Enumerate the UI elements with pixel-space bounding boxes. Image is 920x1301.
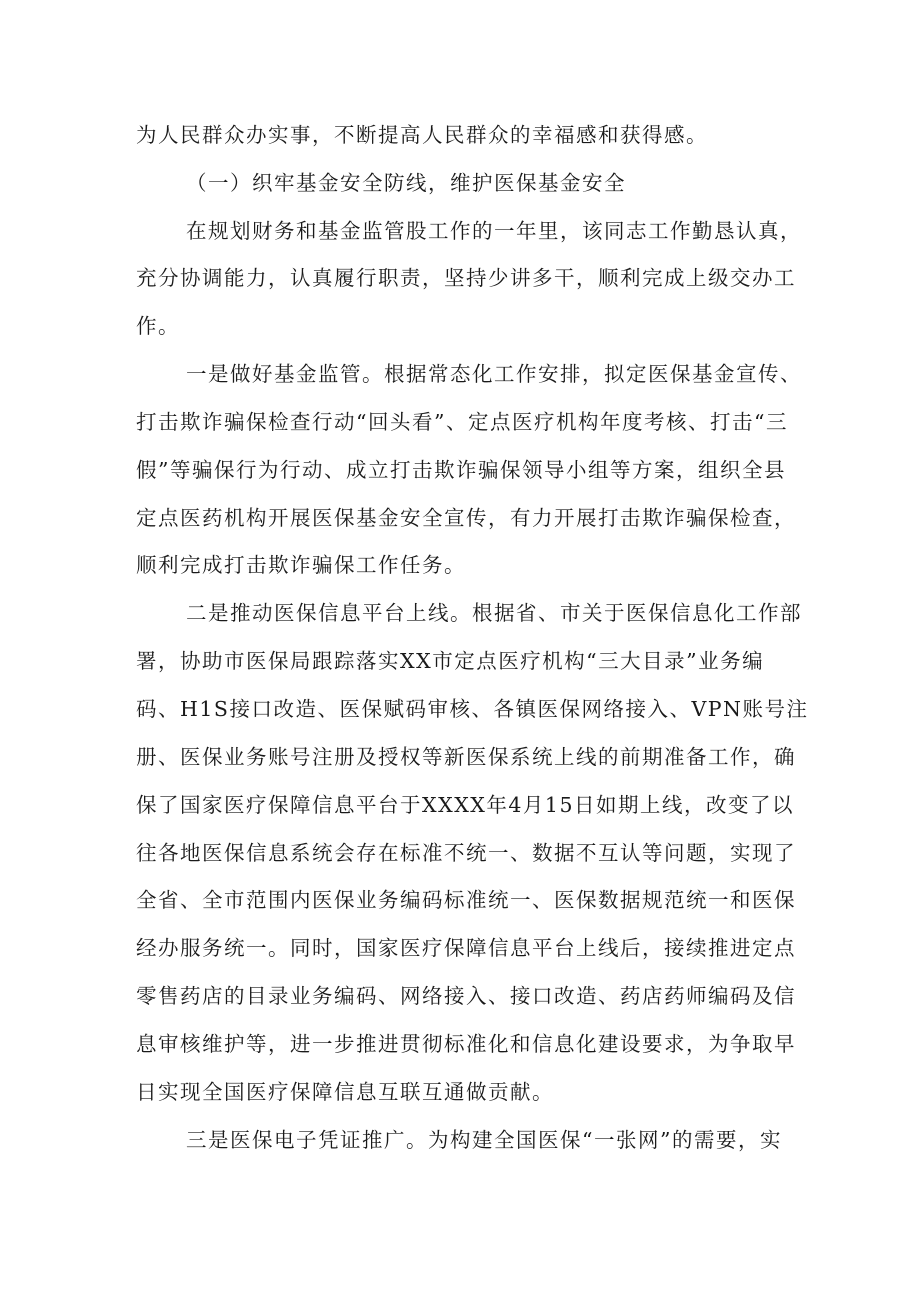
paragraph-line: 顺利完成打击欺诈骗保工作任务。	[136, 553, 466, 577]
paragraph-line: 经办服务统一。同时，国家医疗保障信息平台上线后，接续推进定点	[136, 936, 796, 960]
paragraph-line: 为人民群众办实事，不断提高人民群众的幸福感和获得感。	[136, 123, 708, 147]
paragraph-line: 全省、全市范围内医保业务编码标准统一、医保数据规范统一和医保	[136, 888, 796, 912]
paragraph-line: 二是推动医保信息平台上线。根据省、市关于医保信息化工作部	[186, 601, 802, 625]
paragraph-line: 一是做好基金监管。根据常态化工作安排，拟定医保基金宣传、	[186, 362, 802, 386]
paragraph-line: 息审核维护等，进一步推进贯彻标准化和信息化建设要求，为争取早	[136, 1032, 796, 1056]
paragraph-line: 三是医保电子凭证推广。为构建全国医保“一张网”的需要，实	[186, 1128, 782, 1152]
paragraph-line: 定点医药机构开展医保基金安全宣传，有力开展打击欺诈骗保检查，	[136, 506, 796, 530]
paragraph-line: 日实现全国医疗保障信息互联互通做贡献。	[136, 1080, 554, 1104]
paragraph-line: 保了国家医疗保障信息平台于XXXX年4月15日如期上线，改变了以	[136, 793, 795, 817]
paragraph-line: 零售药店的目录业务编码、网络接入、接口改造、药店药师编码及信	[136, 984, 796, 1008]
paragraph-line: 在规划财务和基金监管股工作的一年里，该同志工作勤恳认真，	[186, 219, 802, 243]
paragraph-line: 作。	[136, 314, 180, 338]
paragraph-line: 署，协助市医保局跟踪落实XX市定点医疗机构“三大目录”业务编	[136, 649, 765, 673]
paragraph-line: 码、H1S接口改造、医保赋码审核、各镇医保网络接入、VPN账号注	[136, 697, 809, 721]
paragraph-line: 打击欺诈骗保检查行动“回头看”、定点医疗机构年度考核、打击“三	[136, 410, 788, 434]
paragraph-line: 充分协调能力，认真履行职责，坚持少讲多干，顺利完成上级交办工	[136, 266, 796, 290]
paragraph-line: 往各地医保信息系统会存在标准不统一、数据不互认等问题，实现了	[136, 841, 796, 865]
paragraph-line: 假”等骗保行为行动、成立打击欺诈骗保领导小组等方案，组织全县	[136, 458, 786, 482]
paragraph-line: 册、医保业务账号注册及授权等新医保系统上线的前期准备工作，确	[136, 745, 796, 769]
section-heading: （一）织牢基金安全防线，维护医保基金安全	[186, 171, 626, 195]
